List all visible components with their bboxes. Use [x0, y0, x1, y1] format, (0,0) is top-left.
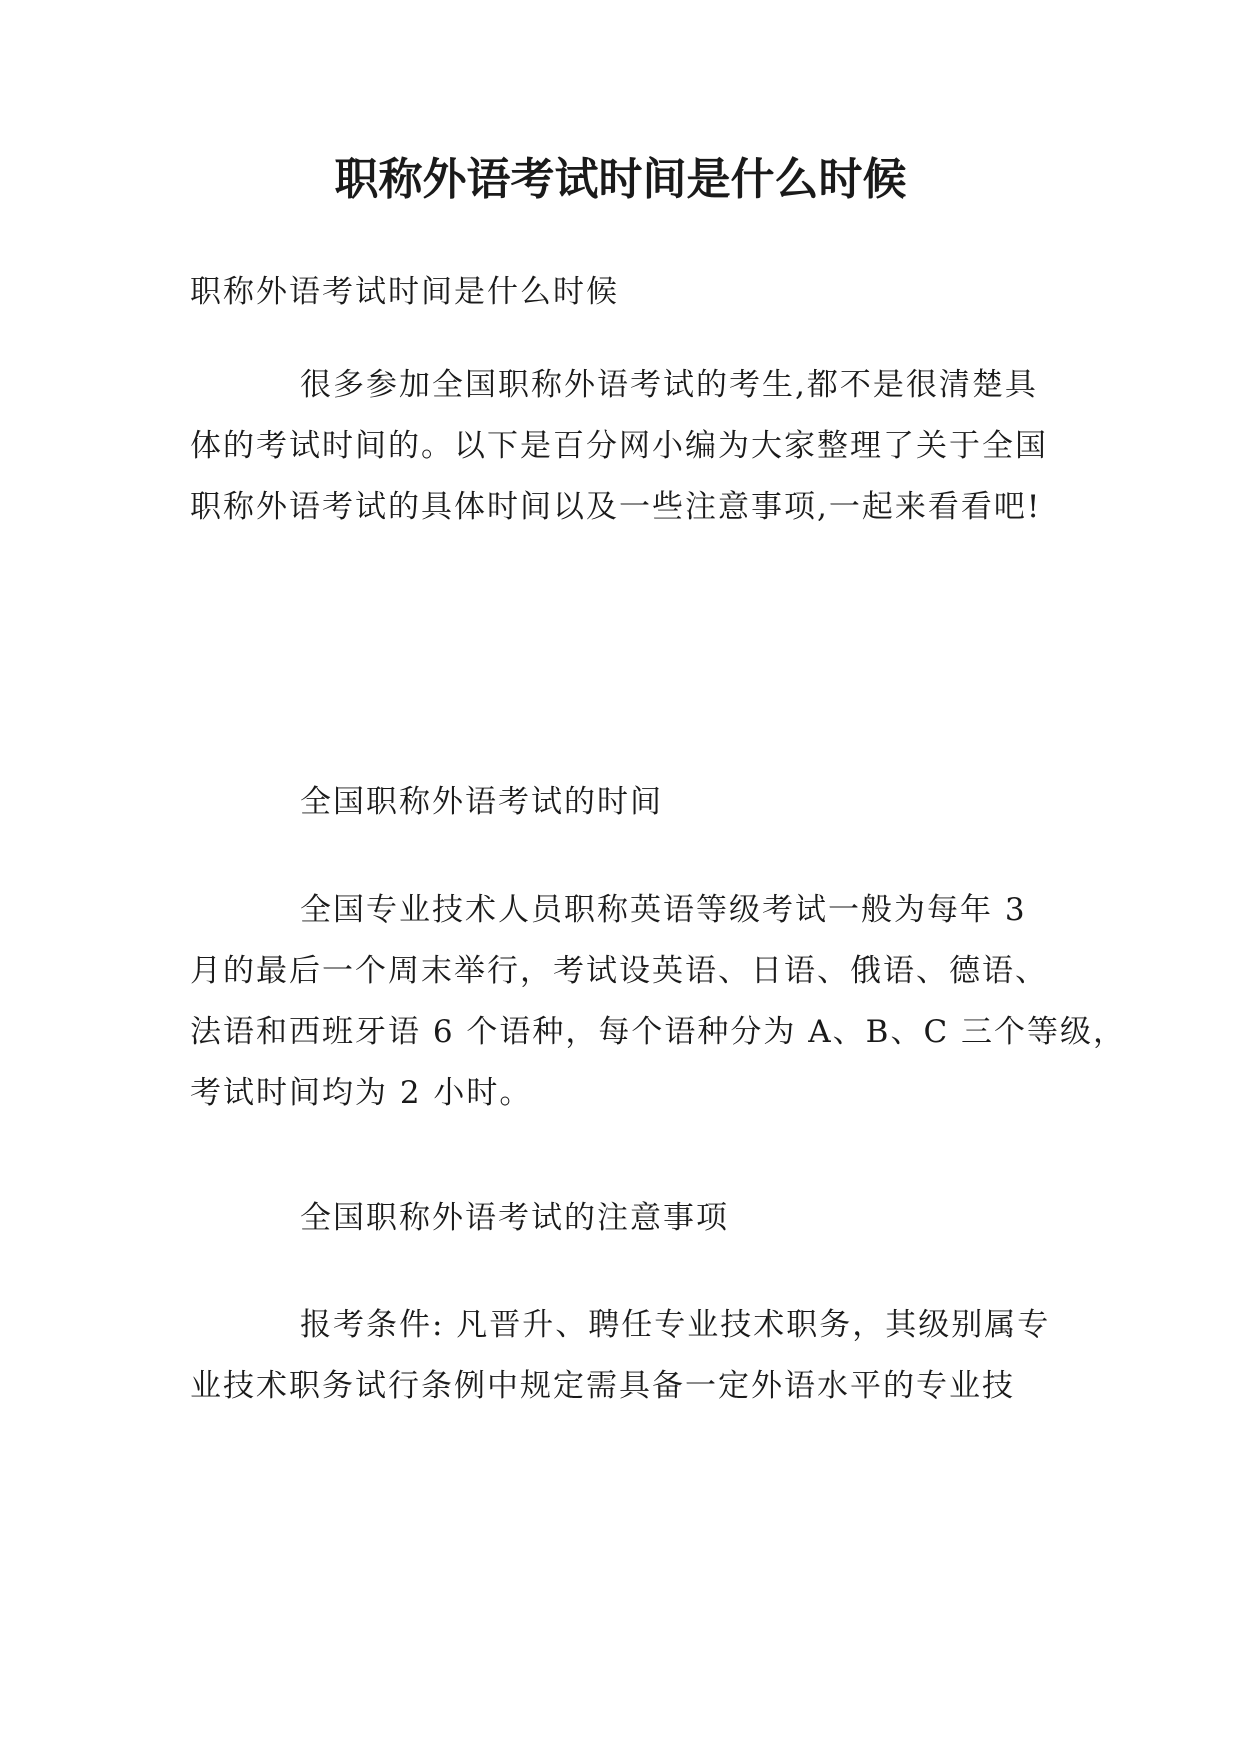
section1-line: 月的最后一个周末举行，考试设英语、日语、俄语、德语、 — [190, 953, 1048, 989]
intro-line: 很多参加全国职称外语考试的考生,都不是很清楚具 — [300, 367, 1038, 403]
section2-line: 业技术职务试行条例中规定需具备一定外语水平的专业技 — [190, 1368, 1015, 1404]
section2-line: 报考条件: 凡晋升、聘任专业技术职务，其级别属专 — [300, 1307, 1051, 1343]
section1-line: 考试时间均为 2 小时。 — [190, 1075, 533, 1111]
section1-paragraph — [190, 880, 1127, 1124]
section2-heading: 全国职称外语考试的注意事项 — [300, 1200, 729, 1236]
section1-line: 法语和西班牙语 6 个语种，每个语种分为 A、B、C 三个等级， — [190, 1014, 1127, 1050]
section1-heading: 全国职称外语考试的时间 — [300, 784, 663, 820]
intro-paragraph — [190, 355, 1060, 538]
intro-line: 职称外语考试的具体时间以及一些注意事项,一起来看看吧! — [190, 489, 1042, 525]
section1-line: 全国专业技术人员职称英语等级考试一般为每年 3 — [300, 892, 1027, 928]
subtitle: 职称外语考试时间是什么时候 — [190, 274, 619, 310]
section2-paragraph — [190, 1295, 1060, 1417]
document-title: 职称外语考试时间是什么时候 — [334, 154, 907, 205]
intro-line: 体的考试时间的。以下是百分网小编为大家整理了关于全国 — [190, 428, 1048, 464]
